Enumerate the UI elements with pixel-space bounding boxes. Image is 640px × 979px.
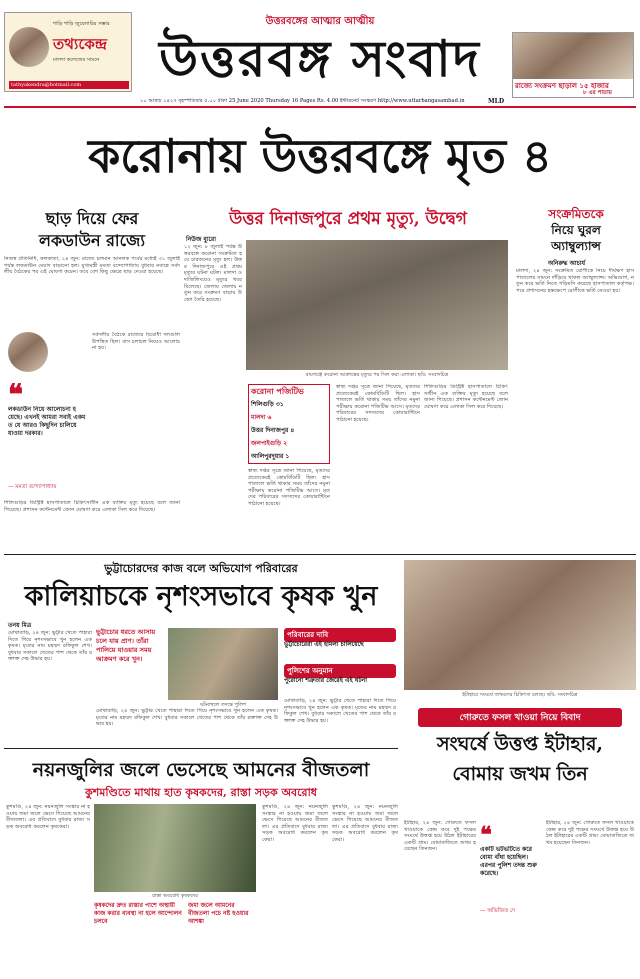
bottom-headline: নয়নজুলির জলে ভেসেছে আমনের বীজতলা xyxy=(32,759,370,781)
right-headline-1: সংক্রমিতকে xyxy=(548,207,604,221)
right-headline-3: অ্যাম্বুল্যান্স xyxy=(551,239,601,253)
masthead-tagline: উত্তরবঙ্গের আত্মার আত্মীয় xyxy=(265,16,375,27)
district: জলপাইগুড়ি xyxy=(251,440,282,447)
left-quote: লকডাউন নিয়ে আলোচনা হয়েছে। এখনই আমরা সবাই একমত যে আরও কিছুদিন চালিয়ে যাওয়া দরকার। xyxy=(8,406,86,437)
tag-police-text: পুরোনো শত্রুতার জেরেই এই ঘটনা xyxy=(284,677,367,684)
left-photo xyxy=(8,332,48,372)
right-headline-2: নিয়ে ঘুরল xyxy=(551,223,601,237)
count: ৪ xyxy=(290,427,295,434)
lead-body-1: ১২ জুন: ৮ জুলাই পর্যন্ত উত্তরবঙ্গে করোনা সংক্রমিত হয়ে চারজনের মৃত্যু হল। উত্তর দিনাজপুরে এই প্রথম মৃত্যুর ঘটনা ঘটল। মালদা ও দার্জিলিংয়েও মৃত্যুর খবর মিলেছে। জেলায় জেলায় নতুন করে সংক্রমণ বাড়ায় উদ্বেগ তৈরি হয়েছে। xyxy=(184,244,242,303)
corona-box-title: করোনা পজিটিভ xyxy=(251,386,304,396)
right-body: মালদা, ২৪ জুন: সংক্রমিত রোগীকে নিয়ে দীর্ঘক্ষণ হাসপাতালের সামনে দাঁড়িয়ে থাকল অ্যাম্বুল্যান্স। অভিযোগ, নতুন করে ভর্তি নিতে গড়িমসি করেছে হাসপাতাল কর্তৃপক্ষ। পরে প্রশাসনের হস্তক্ষেপে রোগীকে ভর্তি নেওয়া হয়। xyxy=(516,268,634,294)
bottom-subhead: কুশমণ্ডিতে মাথায় হাত কৃষকদের, রাস্তা সড়ক অবরোধ xyxy=(85,786,317,799)
masthead-title: উত্তরবঙ্গ সংবাদ xyxy=(159,29,481,88)
gokute-headline-2: বোমায় জখম তিন xyxy=(452,763,588,785)
section-rule xyxy=(4,554,636,555)
bottom-body-2: কুশমণ্ডি, ২৪ জুন: নয়নজুলি সংস্কার না হওয়ায় জমা জলে ভেসে গিয়েছে আমনের বীজতলা। এর প্রতিবাদে বুধবার রাজ্য সড়ক অবরোধ করলেন কৃষকেরা। xyxy=(262,804,328,843)
ad-line2: মালদা কলেজের সামনে xyxy=(53,57,100,63)
murder-highlight: ভুট্টাচোর ধরতে আসায় চলে যায় প্রাণ। তাঁরা পালিয়ে যাওয়ার সময় আক্রমণ করে খুন। xyxy=(96,628,156,663)
lead-body-4: স্বাস্থ্য দপ্তর সূত্রে জানা গিয়েছে, মৃতদের প্রত্যেকেরই কোমর্বিডিটি ছিল। হাসপাতালে ভর্তি থাকার সময় তাঁদের নমুনা পরীক্ষায় করোনা পজিটিভ আসে। মৃতদের পরিবারের সদস্যদের কোয়ারান্টিনে পাঠানো হয়েছে। xyxy=(248,468,330,507)
gokute-body-2: ইটাহার, ২৪ জুন: গোরুতে ফসল খাওয়াকে কেন্দ্র করে দুই পক্ষের সংঘর্ষে উত্তপ্ত হয়ে উঠল ইটাহারের একটি গ্রাম। বোমাবাজিতে জখম হয়েছেন তিনজন। xyxy=(546,820,634,846)
district: আলিপুরদুয়ার xyxy=(251,453,284,460)
murder-body-3: মোথাবাড়ি, ২৪ জুন: ভুট্টার খেতে পাহারা দিতে গিয়ে নৃশংসভাবে খুন হলেন এক কৃষক। মৃতের নাম মহম্মদ রফিকুল শেখ। বুধবার সকালে খেতের পাশ থেকে তাঁর রক্তাক্ত দেহ উদ্ধার হয়। xyxy=(284,698,396,724)
ad-email: tathyakendra@hotmail.com xyxy=(9,81,129,89)
gokute-quote: একটি ভটভটিতে করে বোমা বাঁধা হয়েছিল। এরপর পুলিশ তদন্ত শুরু করেছে। xyxy=(480,846,537,877)
left-body-2: সর্বদলীয় বৈঠকে রাজ্যের বিরোধী দলগুলি উপস্থিত ছিল। বাস চলাচল নিয়েও আলোচনা হয়। xyxy=(92,332,180,352)
tag-family: পরিবারের দাবি xyxy=(284,628,396,642)
left-story xyxy=(4,204,180,550)
count: ৩১ xyxy=(275,401,284,408)
gokute-photo-caption: ইটাহারে সংঘর্ষে জখমদের চিকিৎসা চলছে। ছবি: সংবাদচিত্র xyxy=(462,692,578,698)
district: শিলিগুড়ি xyxy=(251,401,274,408)
tag-family-text: ভুট্টাচোরেরা এই হামলা চালিয়েছে xyxy=(284,641,364,648)
bottom-body-3: কুশমণ্ডি, ২৪ জুন: নয়নজুলি সংস্কার না হওয়ায় জমা জলে ভেসে গিয়েছে আমনের বীজতলা। এর প্রতিবাদে বুধবার রাজ্য সড়ক অবরোধ করলেন কৃষকেরা। xyxy=(332,804,398,843)
lead-photo-caption: রায়গঞ্জে করোনা আক্রান্তের মৃত্যুর পর সিল করা এলাকা। ছবি: সংবাদচিত্র xyxy=(305,372,449,378)
bottom-rule xyxy=(4,748,398,749)
lead-body-3: শিলিগুড়ির ডিস্ট্রিক্ট হাসপাতালে চিকিৎসাধীন এক ব্যক্তির মৃত্যু হয়েছে বলে জানা গিয়েছে। প্রশাসন কন্টেনমেন্ট জোন ঘোষণা করে এলাকা সিল করে দিয়েছে। xyxy=(424,384,508,410)
dateline: ১০ আষাঢ় ১৪২৭ বৃহস্পতিবার ৫.০০ টাকা 25 June 2020 Thursday 16 Pages Rs. 4.00 ইন্টারনেট সংস্করণ http://www.uttarbangasambad.in xyxy=(140,98,465,104)
left-quote-by: — মমতা বন্দ্যোপাধ্যায় xyxy=(8,484,57,490)
corona-row xyxy=(251,451,327,462)
murder-photo xyxy=(168,628,278,700)
lead-subhead: উত্তর দিনাজপুরে প্রথম মৃত্যু, উদ্বেগ xyxy=(229,209,467,229)
right-ad-photo xyxy=(513,33,633,79)
murder-kicker: ভুট্টাচোরদের কাজ বলে অভিযোগ পরিবারের xyxy=(104,562,298,575)
corona-box xyxy=(248,384,330,464)
ad-line1: শাড়ি শাড়ি জুয়েলারির সম্ভার xyxy=(53,21,110,27)
count: ৬ xyxy=(267,414,272,421)
right-byline: অনিরুদ্ধ আচার্য xyxy=(548,260,586,267)
lead-body-2: স্বাস্থ্য দপ্তর সূত্রে জানা গিয়েছে, মৃতদের প্রত্যেকেরই কোমর্বিডিটি ছিল। হাসপাতালে ভর্তি থাকার সময় তাঁদের নমুনা পরীক্ষায় করোনা পজিটিভ আসে। মৃতদের পরিবারের সদস্যদের কোয়ারান্টিনে পাঠানো হয়েছে। xyxy=(336,384,420,423)
murder-body: মোথাবাড়ি, ২৪ জুন: ভুট্টার খেতে পাহারা দিতে গিয়ে নৃশংসভাবে খুন হলেন এক কৃষক। মৃতের নাম মহম্মদ রফিকুল শেখ। বুধবার সকালে খেতের পাশ থেকে তাঁর রক্তাক্ত দেহ উদ্ধার হয়। xyxy=(8,630,92,663)
tag-police: পুলিশের অনুমান xyxy=(284,664,396,678)
lead-byline: নিউজ ব্যুরো xyxy=(186,236,216,243)
bottom-highlight-1: কৃষকদের দ্রুত রাস্তার পাশে অস্থায়ী কাজ করার ব্যবস্থা না হলে আন্দোলন চলবে xyxy=(94,902,182,925)
corona-row xyxy=(251,425,327,436)
corona-row xyxy=(251,399,327,410)
masthead-rule xyxy=(4,106,636,108)
district: উত্তর দিনাজপুর xyxy=(251,427,289,434)
bottom-highlight-2: জমা জলে আমনের বীজতলা পচে নষ্ট হওয়ার আশঙ্কা xyxy=(188,902,249,925)
ad-brand: তথ্যকেন্দ্র xyxy=(53,35,107,53)
left-headline-2: লকডাউন রাজ্যে xyxy=(39,231,145,250)
gokute-quote-mark-icon: ❝ xyxy=(480,822,492,848)
right-ad-more: ৮ এর পাতায় xyxy=(583,90,612,96)
count: ১ xyxy=(285,453,290,460)
lead-headline: করোনায় উত্তরবঙ্গে মৃত ৪ xyxy=(88,129,552,183)
left-body-3: শিলিগুড়ির ডিস্ট্রিক্ট হাসপাতালে চিকিৎসাধীন এক ব্যক্তির মৃত্যু হয়েছে বলে জানা গিয়েছে। প্রশাসন কন্টেনমেন্ট জোন ঘোষণা করে এলাকা সিল করে দিয়েছে। xyxy=(4,500,180,513)
left-body: নিজস্ব প্রতিনিধি, কলকাতা, ২৪ জুন: রাজ্যে চলমান আনলক পর্বের মধ্যেই ৩১ জুলাই পর্যন্ত লকডাউন মেয়াদ বাড়ানো হল। মুখ্যমন্ত্রী মমতা বন্দ্যোপাধ্যায় বুধবার নবান্নে সর্বদলীয় বৈঠকের পর এই ঘোষণা করেন। তবে বেশ কিছু ক্ষেত্রে ছাড় দেওয়া হয়েছে। xyxy=(4,256,180,276)
right-ad xyxy=(512,32,634,98)
right-ad-caption: রাজ্যে সংক্রমণ ছাড়াল ১৫ হাজার xyxy=(515,81,609,90)
murder-headline: কালিয়াচকে নৃশংসভাবে কৃষক খুন xyxy=(24,581,378,612)
quote-mark-icon: ❝ xyxy=(8,378,24,411)
lead-photo xyxy=(246,240,508,370)
left-headline-1: ছাড় দিয়ে ফের xyxy=(45,209,139,228)
edition: MLD xyxy=(488,98,505,105)
gokute-kicker: গোরুতে ফসল খাওয়া নিয়ে বিবাদ xyxy=(418,708,622,727)
gokute-quote-by: — অভিজিত দে xyxy=(480,908,516,914)
corona-row xyxy=(251,412,327,423)
count: ২ xyxy=(283,440,288,447)
gokute-body: ইটাহার, ২৪ জুন: গোরুতে ফসল খাওয়াকে কেন্দ্র করে দুই পক্ষের সংঘর্ষে উত্তপ্ত হয়ে উঠল ইটাহারের একটি গ্রাম। বোমাবাজিতে জখম হয়েছেন তিনজন। xyxy=(404,820,476,853)
corona-row xyxy=(251,438,327,449)
gokute-photo xyxy=(404,560,636,690)
bottom-body: কুশমণ্ডি, ২৪ জুন: নয়নজুলি সংস্কার না হওয়ায় জমা জলে ভেসে গিয়েছে আমনের বীজতলা। এর প্রতিবাদে বুধবার রাজ্য সড়ক অবরোধ করলেন কৃষকেরা। xyxy=(6,804,90,830)
murder-byline: তনয় মিত্র xyxy=(8,622,32,629)
gokute-headline-1: সংঘর্ষে উত্তপ্ত ইটাহার, xyxy=(436,733,604,755)
bottom-photo xyxy=(94,804,256,892)
murder-photo-caption: ঘটনাস্থলে তদন্তে পুলিশ xyxy=(200,702,246,708)
district: মালদা xyxy=(251,414,266,421)
bottom-photo-caption: রাস্তা অবরোধ কৃষকদের xyxy=(152,893,198,899)
murder-body-2: মোথাবাড়ি, ২৪ জুন: ভুট্টার খেতে পাহারা দিতে গিয়ে নৃশংসভাবে খুন হলেন এক কৃষক। মৃতের নাম মহম্মদ রফিকুল শেখ। বুধবার সকালে খেতের পাশ থেকে তাঁর রক্তাক্ত দেহ উদ্ধার হয়। xyxy=(96,708,278,728)
